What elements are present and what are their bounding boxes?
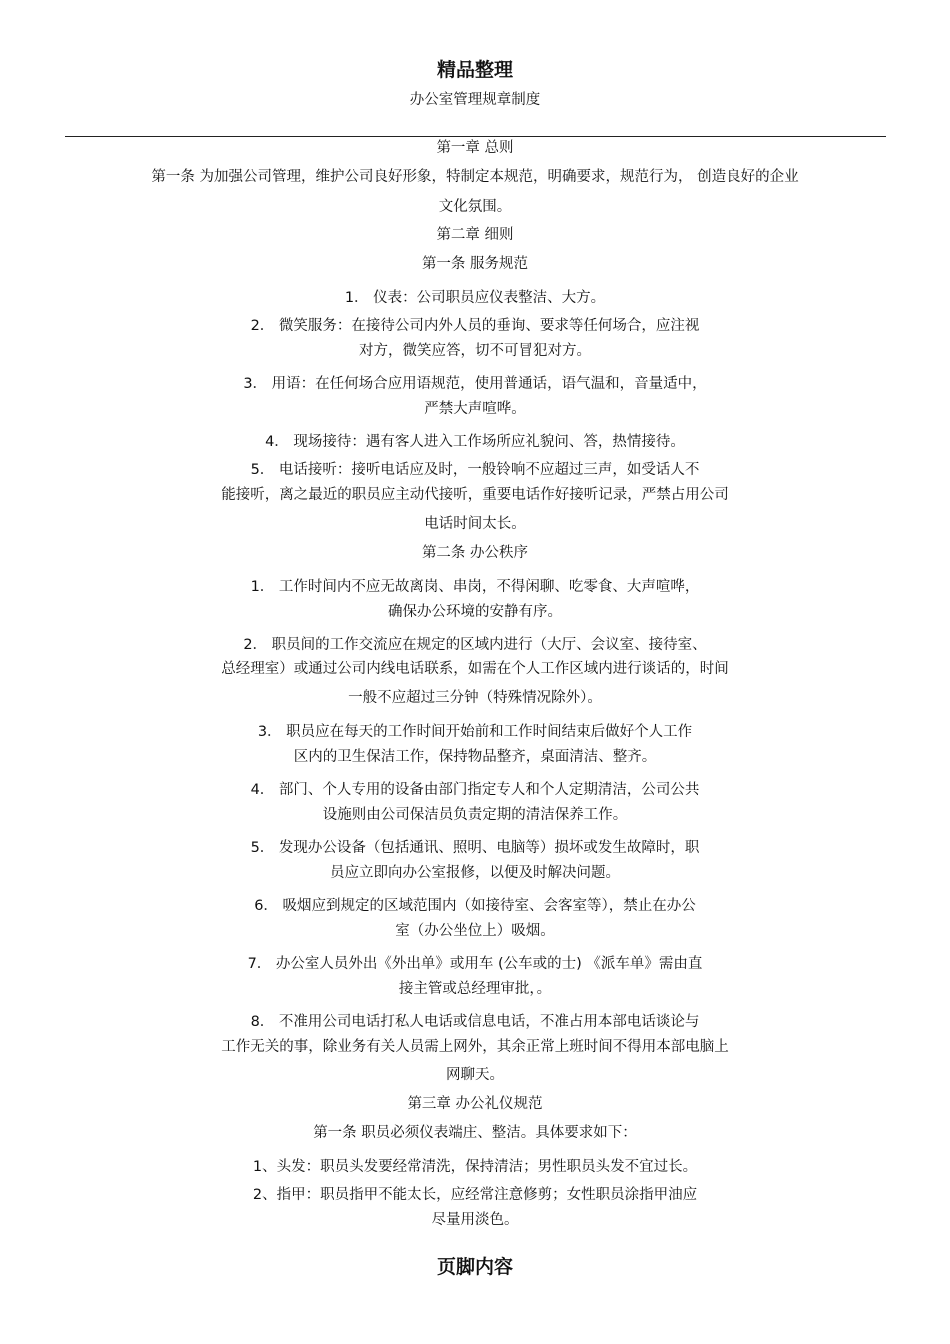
list-item: 2、指甲：职员指甲不能太长，应经常注意修剪；女性职员涂指甲油应: [252, 1187, 698, 1203]
document-subtitle: 办公室管理规章制度: [409, 92, 541, 108]
list-item: 2． 微笑服务：在接待公司内外人员的垂询、要求等任何场合，应注视: [250, 318, 700, 334]
list-item: 1． 仪表：公司职员应仪表整洁、大方。: [344, 290, 606, 306]
list-item: 严禁大声喧哗。: [424, 401, 526, 417]
list-item: 工作无关的事，除业务有关人员需上网外，其余正常上班时间不得用本部电脑上: [221, 1039, 729, 1055]
page-title: 精品整理: [436, 59, 513, 81]
list-item: 6． 吸烟应到规定的区域范围内（如接待室、会客室等），禁止在办公: [254, 898, 696, 914]
list-item: 能接听，离之最近的职员应主动代接听，重要电话作好接听记录，严禁占用公司: [221, 487, 729, 503]
article-heading: 第二条 办公秩序: [421, 545, 529, 561]
list-item: 8． 不准用公司电话打私人电话或信息电话，不准占用本部电话谈论与: [250, 1014, 700, 1030]
page-footer: 页脚内容: [436, 1256, 513, 1278]
article-text: 文化氛围。: [438, 199, 512, 215]
chapter-heading: 第二章 细则: [436, 227, 514, 243]
list-item: 员应立即向办公室报修，以便及时解决问题。: [330, 865, 620, 881]
list-item: 对方，微笑应答，切不可冒犯对方。: [359, 343, 591, 359]
list-item: 7． 办公室人员外出《外出单》或用车 (公车或的士) 《派车单》需由直: [247, 956, 703, 972]
list-item: 接主管或总经理审批，。: [398, 981, 552, 997]
list-item: 电话时间太长。: [424, 516, 526, 532]
article-heading: 第一条 职员必须仪表端庄、整洁。具体要求如下：: [313, 1125, 637, 1141]
list-item: 5． 电话接听：接听电话应及时，一般铃响不应超过三声，如受话人不: [250, 462, 700, 478]
list-item: 总经理室）或通过公司内线电话联系，如需在个人工作区域内进行谈话的，时间: [221, 661, 729, 677]
article-text: 第一条 为加强公司管理，维护公司良好形象，特制定本规范，明确要求，规范行为， 创造良好的企业: [151, 169, 799, 185]
list-item: 区内的卫生保洁工作，保持物品整齐，桌面清洁、整齐。: [293, 749, 657, 765]
list-item: 网聊天。: [446, 1067, 504, 1083]
list-item: 确保办公环境的安静有序。: [388, 604, 562, 620]
list-item: 1、头发：职员头发要经常清洗，保持清洁；男性职员头发不宜过长。: [252, 1159, 698, 1175]
article-heading: 第一条 服务规范: [421, 256, 529, 272]
list-item: 尽量用淡色。: [431, 1212, 519, 1228]
list-item: 3． 用语：在任何场合应用语规范，使用普通话，语气温和，音量适中，: [243, 376, 707, 392]
list-item: 1． 工作时间内不应无故离岗、串岗，不得闲聊、吃零食、大声喧哗，: [250, 579, 700, 595]
list-item: 设施则由公司保洁员负责定期的清洁保养工作。: [322, 807, 628, 823]
chapter-heading: 第一章 总则: [436, 140, 514, 156]
header-divider: [65, 136, 886, 137]
list-item: 4． 部门、个人专用的设备由部门指定专人和个人定期清洁，公司公共: [250, 782, 700, 798]
list-item: 4． 现场接待：遇有客人进入工作场所应礼貌问、答，热情接待。: [265, 434, 685, 450]
list-item: 5． 发现办公设备（包括通讯、照明、电脑等）损坏或发生故障时，职: [250, 840, 700, 856]
list-item: 2． 职员间的工作交流应在规定的区域内进行（大厅、会议室、接待室、: [243, 637, 707, 653]
list-item: 一般不应超过三分钟（特殊情况除外）。: [348, 690, 602, 706]
list-item: 室（办公坐位上）吸烟。: [395, 923, 555, 939]
list-item: 3． 职员应在每天的工作时间开始前和工作时间结束后做好个人工作: [257, 724, 693, 740]
chapter-heading: 第三章 办公礼仪规范: [407, 1096, 543, 1112]
